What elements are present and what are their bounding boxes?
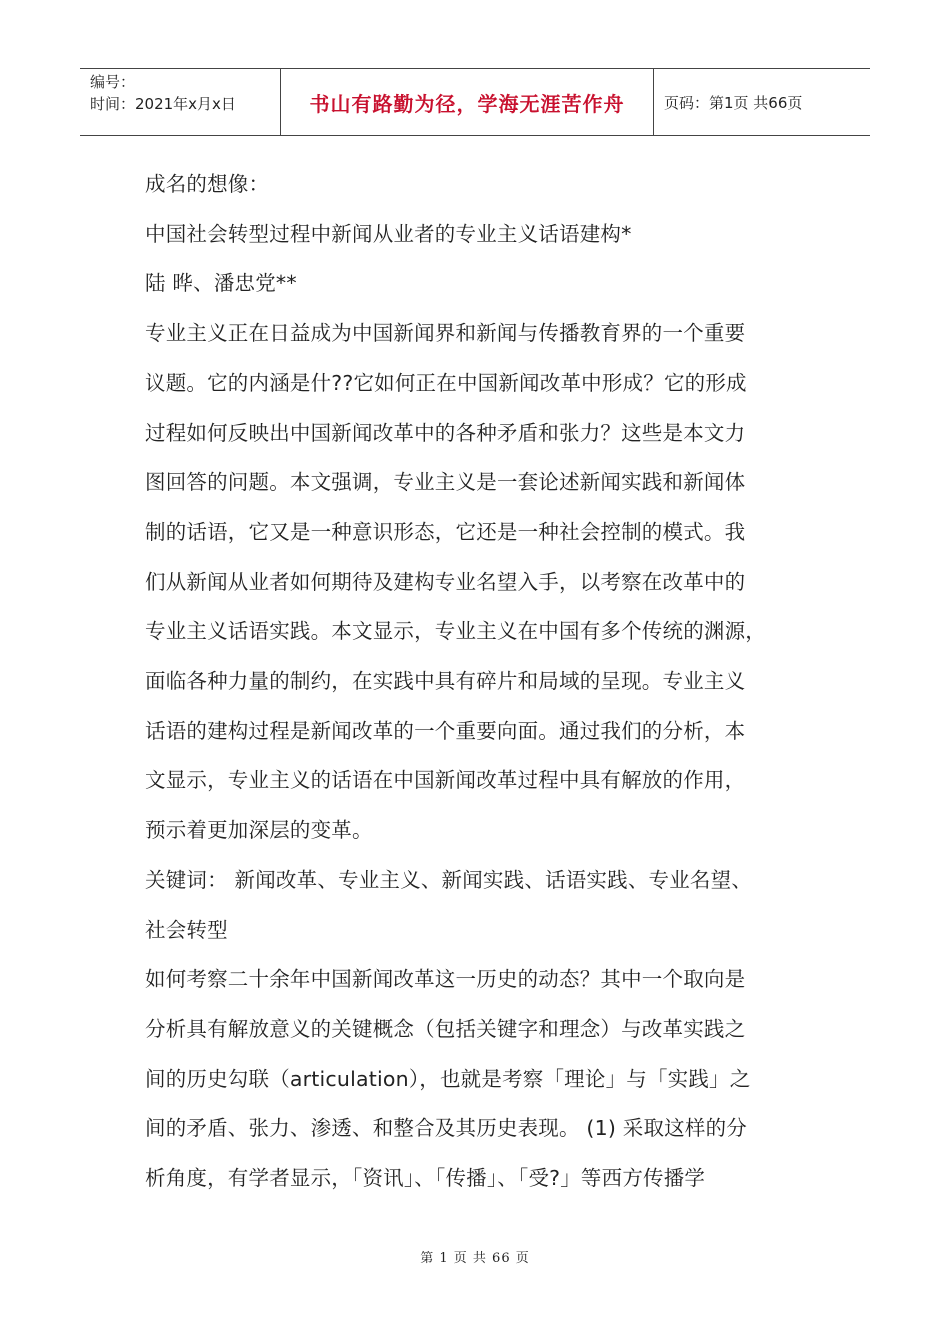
header-page-cell	[654, 69, 870, 135]
abstract-line: 们从新闻从业者如何期待及建构专业名望入手，以考察在改革中的	[145, 569, 746, 594]
abstract-line: 图回答的问题。本文强调，专业主义是一套论述新闻实践和新闻体	[145, 470, 746, 495]
abstract-line: 制的话语，它又是一种意识形态，它还是一种社会控制的模式。我	[145, 519, 746, 544]
body-line: 如何考察二十余年中国新闻改革这一历史的动态？其中一个取向是	[145, 967, 746, 992]
motto-text: 书山有路勤为径，学海无涯苦作舟	[309, 91, 625, 116]
time-label: 时间：2021年x月x日	[90, 95, 236, 113]
footer-page-number: 第 1 页 共 66 页	[420, 1251, 530, 1266]
header-motto-cell	[281, 69, 654, 135]
abstract-line: 预示着更加深层的变革。	[145, 818, 373, 843]
keywords-line: 关键词： 新闻改革、专业主义、新闻实践、话语实践、专业名望、	[145, 867, 753, 892]
header-meta	[80, 69, 281, 135]
abstract-line: 面临各种力量的制约，在实践中具有碎片和局域的呈现。专业主义	[145, 669, 746, 694]
authors-line: 陆 晔、潘忠党**	[145, 271, 297, 296]
abstract-line: 专业主义正在日益成为中国新闻界和新闻与传播教育界的一个重要	[145, 321, 746, 346]
page-header	[80, 68, 870, 136]
abstract-line: 过程如何反映出中国新闻改革中的各种矛盾和张力？这些是本文力	[145, 420, 746, 445]
abstract-line: 专业主义话语实践。本文显示，专业主义在中国有多个传统的渊源，	[145, 619, 766, 644]
number-label: 编号：	[90, 73, 136, 91]
body-line: 间的历史勾联（articulation），也就是考察「理论」与「实践」之	[145, 1066, 751, 1091]
abstract-line: 文显示，专业主义的话语在中国新闻改革过程中具有解放的作用，	[145, 768, 746, 793]
title-line-1: 成名的想像：	[145, 172, 270, 196]
abstract-line: 话语的建构过程是新闻改革的一个重要向面。通过我们的分析，本	[145, 718, 746, 743]
abstract-line: 议题。它的内涵是什??它如何正在中国新闻改革中形成？它的形成	[145, 370, 747, 395]
document-body	[145, 160, 825, 1204]
page-footer	[0, 1247, 950, 1266]
body-line: 间的矛盾、张力、渗透、和整合及其历史表现。 (1) 采取这样的分	[145, 1116, 747, 1141]
title-line-2: 中国社会转型过程中新闻从业者的专业主义话语建构*	[145, 221, 632, 246]
body-line: 析角度，有学者显示，「资讯」、「传播」、「受?」等西方传播学	[145, 1166, 706, 1191]
page-info: 页码：第1页 共66页	[664, 93, 803, 112]
body-line: 分析具有解放意义的关键概念（包括关键字和理念）与改革实践之	[145, 1016, 746, 1041]
keywords-line: 社会转型	[145, 917, 228, 942]
